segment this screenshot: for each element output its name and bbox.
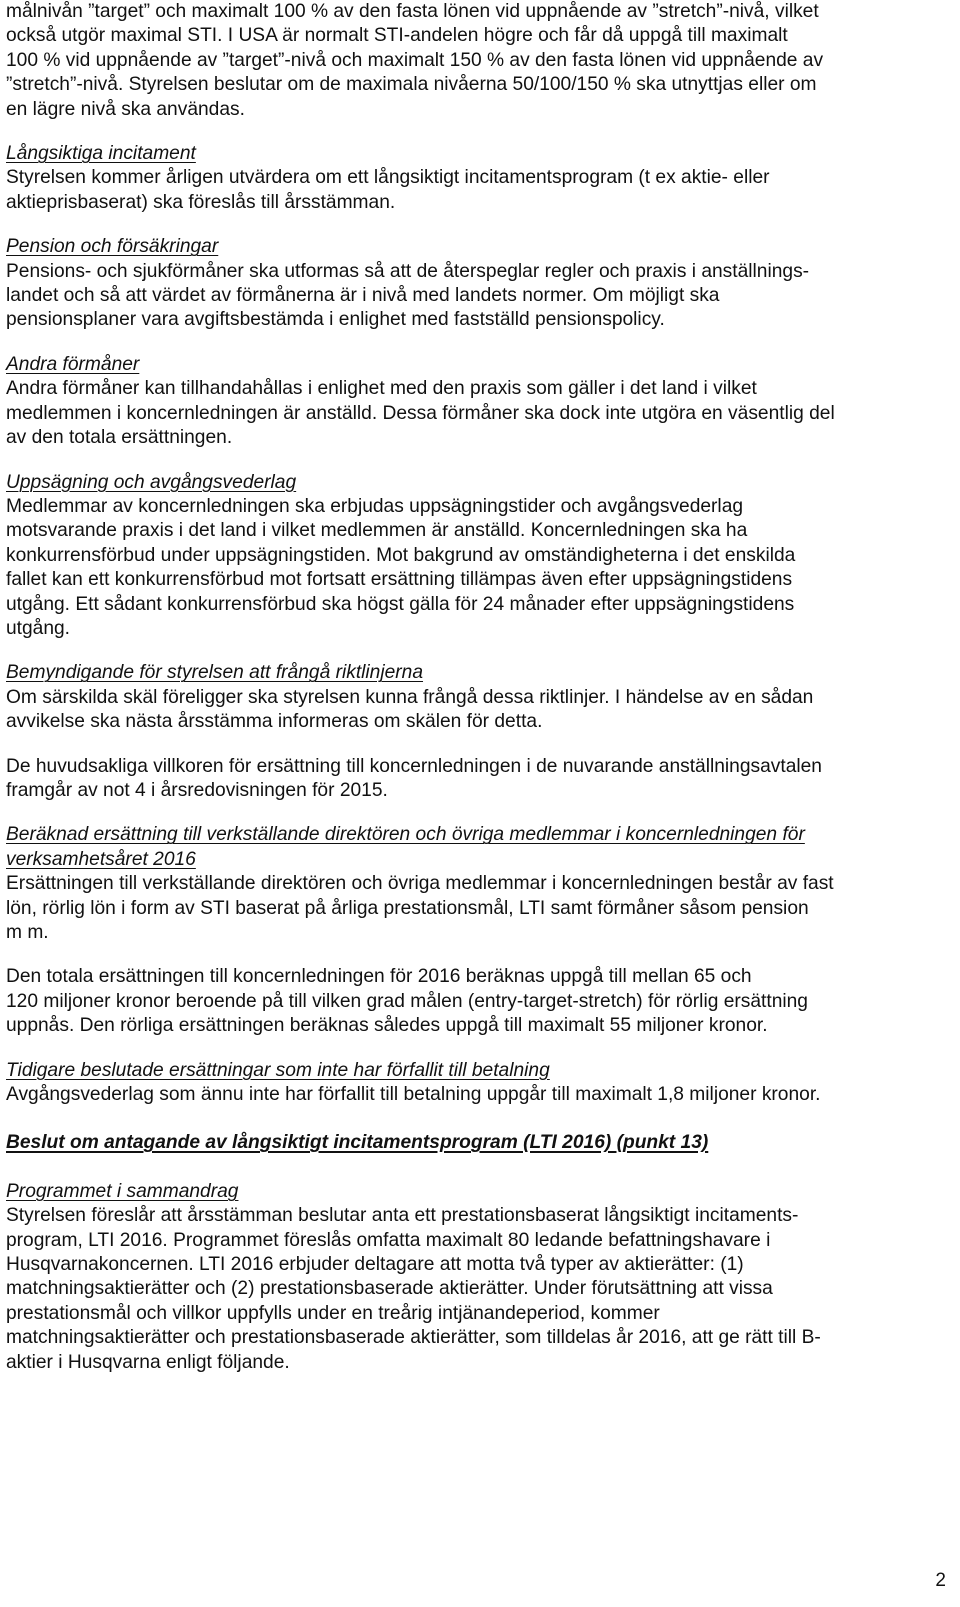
deviation-paragraph: Om särskilda skäl föreligger ska styrelsen kunna frångå dessa riktlinjer. I händelse av en sådan avvikelse ska nästa årsstämma informeras om skälen för detta. xyxy=(6,686,814,733)
previous-decisions-paragraph: Avgångsvederlag som ännu inte har förfallit till betalning uppgår till maximalt 1,8 miljoner kronor. xyxy=(6,1084,821,1106)
benefits-paragraph: Andra förmåner kan tillhandahållas i enlighet med den praxis som gäller i det land i vilket medlemmen i koncernledningen är anställd. Dessa förmåner ska dock inte utgöra en väsentlig del av den totala ersättningen. xyxy=(6,378,835,449)
lti-paragraph: Styrelsen kommer årligen utvärdera om ett långsiktigt incitamentsprogram (t ex aktie- eller aktieprisbaserat) ska föreslås till årsstämman. xyxy=(6,167,770,213)
estimated-compensation-heading: Beräknad ersättning till verkställande direktören och övriga medlemmar i koncernledningen för verksamhetsåret 2016 xyxy=(6,824,805,870)
total-compensation-paragraph: Den totala ersättningen till koncernledningen för 2016 beräknas uppgå till mellan 65 och 120 miljoner kronor beroende på till vilken grad målen (entry-target-stretch) för rörlig ersättning uppnås. Den rörliga ersättningen beräknas således uppgå till maximalt 55 miljoner kronor. xyxy=(6,966,808,1037)
page-number: 2 xyxy=(935,1570,946,1591)
lti-heading: Långsiktiga incitament xyxy=(6,143,196,165)
previous-decisions-heading: Tidigare beslutade ersättningar som inte har förfallit till betalning xyxy=(6,1059,550,1081)
document-page xyxy=(6,0,946,1375)
deviation-heading: Bemyndigande för styrelsen att frångå riktlinjerna xyxy=(6,662,424,684)
termination-heading: Uppsägning och avgångsvederlag xyxy=(6,471,297,493)
benefits-heading: Andra förmåner xyxy=(6,353,140,375)
pension-paragraph: Pensions- och sjukförmåner ska utformas så att de återspeglar regler och praxis i anställnings- landet och så att värdet av förmånerna är i nivå med landets normer. Om möjligt ska pensionsplaner vara avgiftsbestämda i enlighet med fastställd pensionspolicy. xyxy=(6,260,810,331)
termination-paragraph: Medlemmar av koncernledningen ska erbjudas uppsägningstider och avgångsvederlag motsvarande praxis i det land i vilket medlemmen är anställd. Koncernledningen ska ha konkurrensförbud under uppsägningstiden. Mot bakgrund av omständigheterna i det enskilda fallet kan ett konkurrensförbud mot fortsatt ersättning tillämpas även efter uppsägningstidens utgång. Ett sådant konkurrensförbud ska högst gälla för 24 månader efter uppsägningstidens utgång. xyxy=(6,495,796,639)
program-summary-paragraph: Styrelsen föreslår att årsstämman beslutar anta ett prestationsbaserat långsiktigt incitaments- program, LTI 2016. Programmet föreslås omfatta maximalt 80 ledande befattningshavare i Husqvarnakoncernen. LTI 2016 erbjuder deltagare att motta två typer av aktierätter: (1) matchningsaktierätter och (2) prestationsbaserade aktierätter. Under förutsättning att vissa prestationsmål och villkor uppfylls under en treårig intjänandeperiod, kommer matchningsaktierätter och prestationsbaserade aktierätter, som tilldelas år 2016, att ge rätt till B- aktier i Husqvarna enligt följande. xyxy=(6,1205,821,1373)
lti-resolution-heading: Beslut om antagande av långsiktigt incitamentsprogram (LTI 2016) (punkt 13) xyxy=(6,1132,709,1154)
estimated-compensation-paragraph: Ersättningen till verkställande direktören och övriga medlemmar i koncernledningen består av fast lön, rörlig lön i form av STI baserat på årliga prestationsmål, LTI samt förmåner såsom pension m m. xyxy=(6,873,834,943)
intro-paragraph: målnivån ”target” och maximalt 100 % av den fasta lönen vid uppnående av ”stretch”-nivå, vilket också utgör maximal STI. I USA är normalt STI-andelen högre och får då uppgå till maximalt 100 % vid uppnående av ”target”-nivå och maximalt 150 % av den fasta lönen vid uppnående av ”stretch”-nivå. Styrelsen beslutar om de maximala nivåerna 50/100/150 % ska utnyttjas eller om en lägre nivå ska användas. xyxy=(6,1,824,120)
program-summary-heading: Programmet i sammandrag xyxy=(6,1180,239,1202)
pension-heading: Pension och försäkringar xyxy=(6,236,219,258)
main-terms-paragraph: De huvudsakliga villkoren för ersättning till koncernledningen i de nuvarande anställningsavtalen framgår av not 4 i årsredovisningen för 2015. xyxy=(6,755,822,801)
